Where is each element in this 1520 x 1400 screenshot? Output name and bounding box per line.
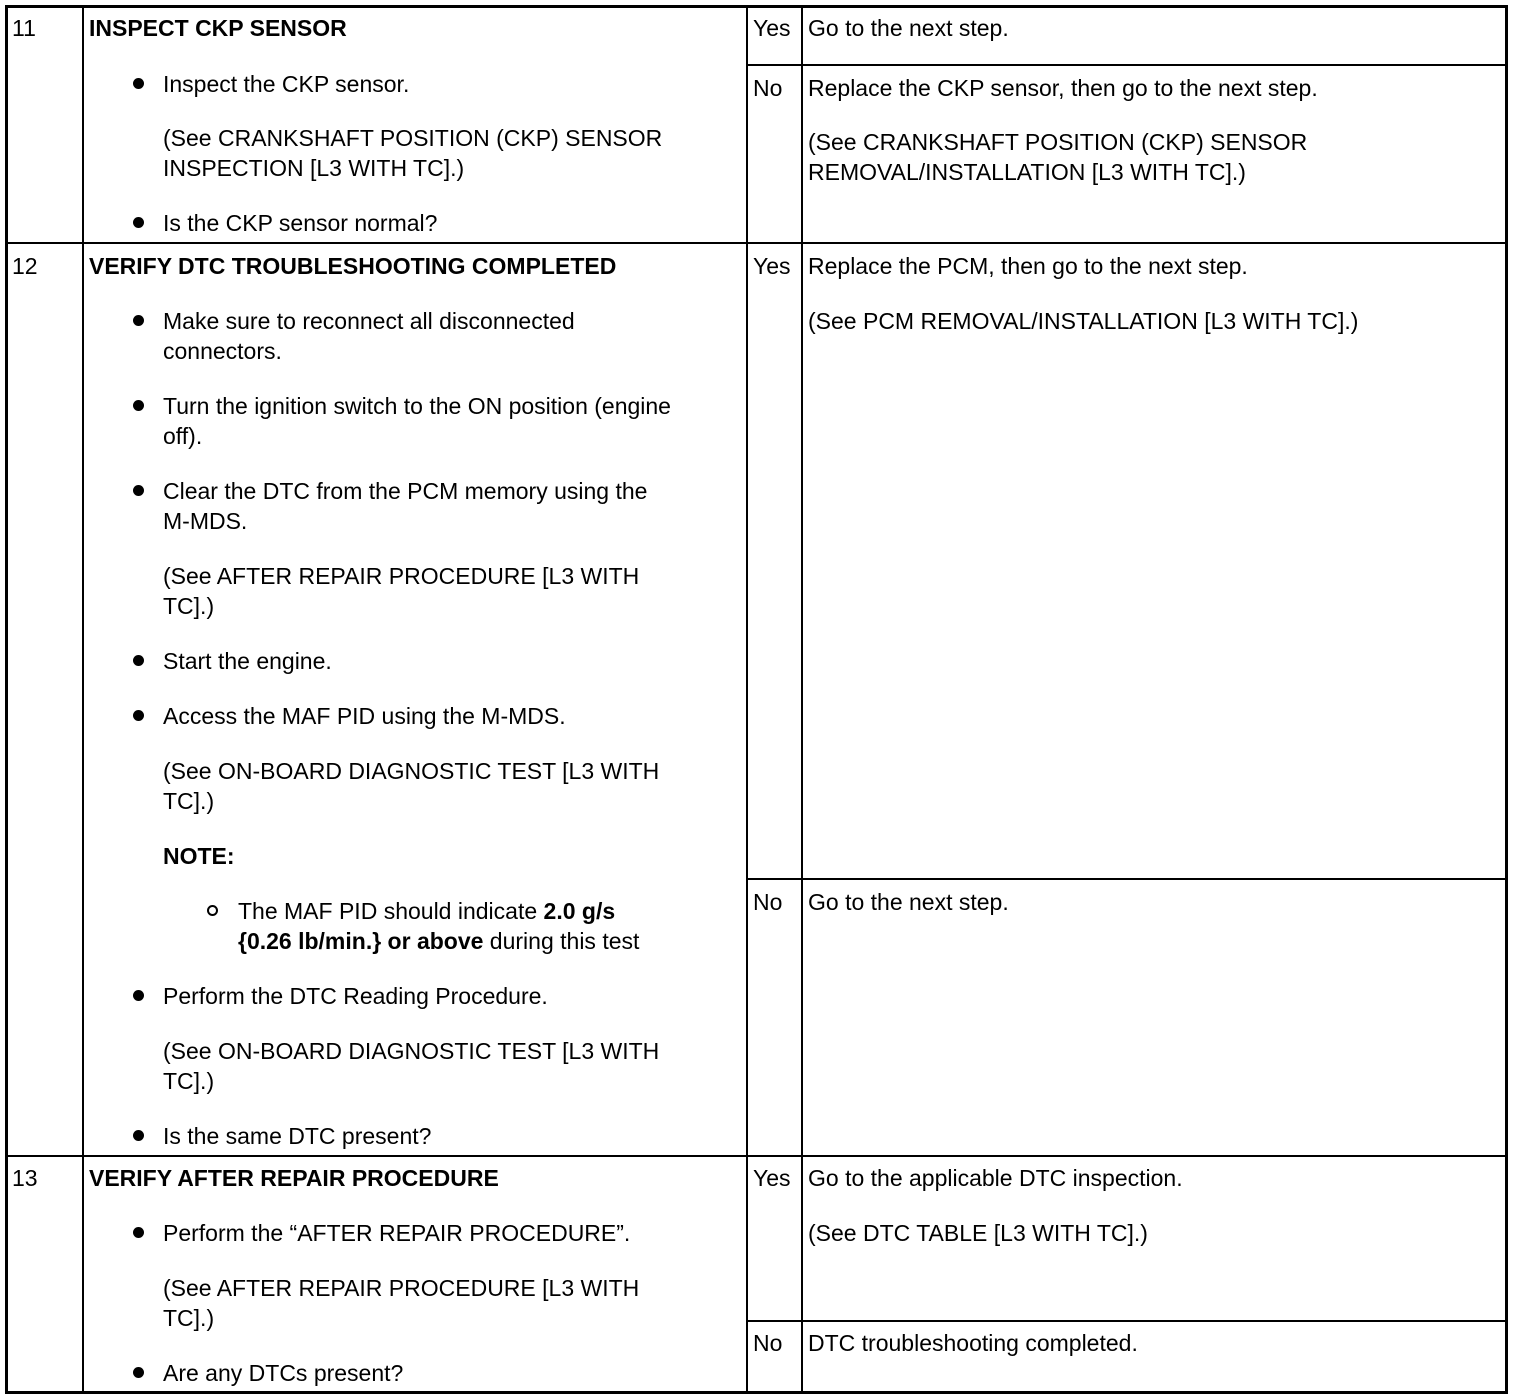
bullet-icon	[133, 485, 144, 496]
sub-bullet-icon	[207, 905, 218, 916]
instruction-text: Access the MAF PID using the M-MDS.	[163, 703, 566, 729]
reference-text: TC].)	[163, 788, 215, 814]
step-number: 13	[12, 1165, 38, 1191]
no-action: Replace the CKP sensor, then go to the next step.	[808, 75, 1318, 101]
note-label: NOTE:	[163, 843, 235, 869]
yes-action: Go to the applicable DTC inspection.	[808, 1165, 1183, 1191]
reference-text: TC].)	[163, 1068, 215, 1094]
yes-label: Yes	[753, 1165, 791, 1191]
instruction-text: connectors.	[163, 338, 282, 364]
no-action: DTC troubleshooting completed.	[808, 1330, 1138, 1356]
column-divider	[801, 7, 803, 1392]
reference-text: (See ON-BOARD DIAGNOSTIC TEST [L3 WITH	[163, 1038, 660, 1064]
instruction-text: Start the engine.	[163, 648, 332, 674]
yes-action: Replace the PCM, then go to the next step.	[808, 253, 1248, 279]
result-divider	[746, 1320, 1506, 1322]
bullet-icon	[133, 78, 144, 89]
column-divider	[746, 7, 748, 1392]
yes-action-reference: (See DTC TABLE [L3 WITH TC].)	[808, 1220, 1148, 1246]
bullet-icon	[133, 400, 144, 411]
step-title: INSPECT CKP SENSOR	[89, 15, 347, 41]
yes-action-reference: (See PCM REMOVAL/INSTALLATION [L3 WITH TC].)	[808, 308, 1359, 334]
instruction-text: Turn the ignition switch to the ON position (engine	[163, 393, 671, 419]
column-divider	[82, 7, 84, 1392]
reference-text: (See CRANKSHAFT POSITION (CKP) SENSOR	[163, 125, 663, 151]
yes-label: Yes	[753, 253, 791, 279]
bullet-icon	[133, 1367, 144, 1378]
yes-label: Yes	[753, 15, 791, 41]
row-divider	[7, 1155, 1506, 1157]
bullet-icon	[133, 710, 144, 721]
no-action-reference: (See CRANKSHAFT POSITION (CKP) SENSOR	[808, 129, 1308, 155]
reference-text: (See AFTER REPAIR PROCEDURE [L3 WITH	[163, 563, 640, 589]
reference-text: TC].)	[163, 1305, 215, 1331]
step-title: VERIFY AFTER REPAIR PROCEDURE	[89, 1165, 499, 1191]
result-divider	[746, 64, 1506, 66]
instruction-text: off).	[163, 423, 203, 449]
bullet-icon	[133, 1227, 144, 1238]
bullet-icon	[133, 655, 144, 666]
note-text: The MAF PID should indicate 2.0 g/s	[238, 898, 616, 924]
no-label: No	[753, 889, 783, 915]
no-label: No	[753, 75, 783, 101]
step-number: 11	[12, 15, 36, 41]
row-divider	[7, 242, 1506, 244]
instruction-text: Perform the “AFTER REPAIR PROCEDURE”.	[163, 1220, 631, 1246]
no-action-reference: REMOVAL/INSTALLATION [L3 WITH TC].)	[808, 159, 1246, 185]
instruction-text: Is the CKP sensor normal?	[163, 210, 438, 236]
instruction-text: Make sure to reconnect all disconnected	[163, 308, 575, 334]
instruction-text: M-MDS.	[163, 508, 248, 534]
bullet-icon	[133, 990, 144, 1001]
note-text: {0.26 lb/min.} or above during this test	[238, 928, 640, 954]
bullet-icon	[133, 1130, 144, 1141]
no-action: Go to the next step.	[808, 889, 1009, 915]
reference-text: INSPECTION [L3 WITH TC].)	[163, 155, 465, 181]
reference-text: TC].)	[163, 593, 215, 619]
instruction-text: Perform the DTC Reading Procedure.	[163, 983, 548, 1009]
bullet-icon	[133, 217, 144, 228]
instruction-text: Inspect the CKP sensor.	[163, 71, 410, 97]
instruction-text: Are any DTCs present?	[163, 1360, 404, 1386]
result-divider	[746, 878, 1506, 880]
instruction-text: Clear the DTC from the PCM memory using the	[163, 478, 648, 504]
no-label: No	[753, 1330, 783, 1356]
instruction-text: Is the same DTC present?	[163, 1123, 432, 1149]
reference-text: (See AFTER REPAIR PROCEDURE [L3 WITH	[163, 1275, 640, 1301]
step-title: VERIFY DTC TROUBLESHOOTING COMPLETED	[89, 253, 617, 279]
bullet-icon	[133, 315, 144, 326]
reference-text: (See ON-BOARD DIAGNOSTIC TEST [L3 WITH	[163, 758, 660, 784]
step-number: 12	[12, 253, 38, 279]
yes-action: Go to the next step.	[808, 15, 1009, 41]
